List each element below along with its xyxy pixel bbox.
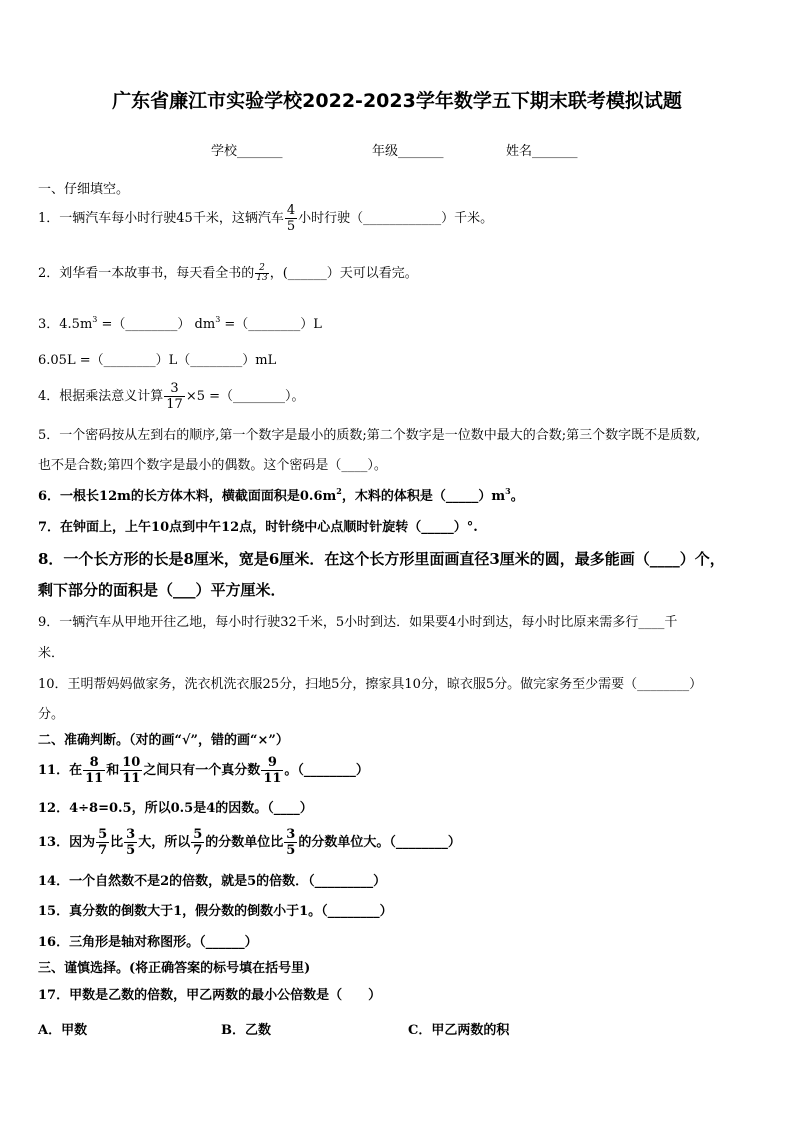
- question-5b: 也不是合数;第四个数字是最小的偶数。这个密码是（____）。: [38, 458, 387, 473]
- numerator: 8: [83, 755, 105, 771]
- question-1-text-b: 小时行驶（____________）千米。: [298, 211, 494, 226]
- denominator: 5: [286, 843, 296, 858]
- grade-field: 年级_______: [372, 144, 444, 159]
- fraction: [164, 381, 185, 412]
- question-9b: 米．: [38, 646, 65, 661]
- fraction: [285, 203, 297, 234]
- name-field: 姓名_______: [506, 144, 578, 159]
- question-9a: 9．一辆汽车从甲地开往乙地，每小时行驶32千米，5小时到达．如果要4小时到达，每小时比原来需多行____千: [38, 615, 678, 630]
- superscript: 3: [505, 486, 511, 496]
- question-2-text-a: 2．刘华看一本故事书，每天看全书的: [38, 266, 255, 281]
- question-13-text-a: 13．因为: [38, 835, 96, 850]
- numerator: 2: [255, 264, 268, 274]
- numerator: 9: [261, 755, 283, 771]
- question-11-text-a: 11．在: [38, 763, 83, 778]
- section-3-heading: 三、谨慎选择。(将正确答案的标号填在括号里): [38, 961, 311, 976]
- denominator: 11: [122, 771, 141, 786]
- question-5a: 5．一个密码按从左到右的顺序,第一个数字是最小的质数;第二个数字是一位数中最大的合数;第三个数字既不是质数,: [38, 428, 701, 443]
- question-1-text-a: 1．一辆汽车每小时行驶45千米，这辆汽车: [38, 211, 284, 226]
- question-11: [38, 755, 369, 786]
- numerator: 3: [126, 827, 136, 842]
- question-1: [38, 203, 493, 234]
- denominator: 17: [166, 397, 183, 412]
- question-3b: 6.05L =（________）L（________）mL: [38, 353, 277, 368]
- question-8a: 8．一个长方形的长是8厘米，宽是6厘米．在这个长方形里面画直径3厘米的圆，最多能画（____）个，: [38, 550, 725, 568]
- question-2-text-b: ，(______）天可以看完。: [269, 266, 418, 281]
- section-1-heading: 一、仔细填空。: [38, 182, 130, 197]
- question-3a: [38, 316, 322, 334]
- denominator: 7: [193, 843, 203, 858]
- fraction: [284, 827, 297, 858]
- numerator: 3: [286, 827, 296, 842]
- question-3-text-b: =（________） dm: [97, 317, 216, 332]
- numerator: 10: [122, 755, 141, 770]
- question-13-text-c: 大，所以: [138, 835, 191, 850]
- superscript: 3: [215, 315, 221, 324]
- numerator: 4: [286, 203, 296, 218]
- question-3-text-a: 3．4.5m: [38, 317, 93, 332]
- numerator: 3: [164, 381, 185, 397]
- question-4: [38, 381, 305, 412]
- question-11-text-d: 。（________）: [284, 763, 369, 778]
- numerator: 5: [193, 827, 203, 842]
- fraction: [261, 755, 283, 786]
- fraction: [255, 264, 268, 283]
- choice-a: A．甲数: [38, 1023, 88, 1038]
- question-7: 7．在钟面上，上午10点到中午12点，时针绕中心点顺时针旋转（_____）°.: [38, 520, 478, 535]
- question-11-text-b: 和: [106, 763, 120, 778]
- question-8b: 剩下部分的面积是（___）平方厘米．: [38, 581, 286, 599]
- question-14: 14．一个自然数不是2的倍数，就是5的倍数．（_________）: [38, 874, 387, 889]
- section-2-heading: 二、准确判断。（对的画“√”，错的画“×”）: [38, 733, 289, 748]
- denominator: 11: [263, 771, 282, 786]
- denominator: 5: [126, 843, 136, 858]
- question-6: [38, 488, 524, 506]
- denominator: 5: [286, 219, 296, 234]
- page-title: 广东省廉江市实验学校2022-2023学年数学五下期末联考模拟试题: [112, 90, 682, 112]
- school-field: 学校_______: [211, 144, 283, 159]
- question-13: [38, 827, 461, 858]
- question-12: 12．4÷8=0.5，所以0.5是4的因数。（____）: [38, 801, 313, 816]
- fraction: [124, 827, 137, 858]
- fraction: [120, 755, 142, 786]
- choice-c: C．甲乙两数的积: [408, 1023, 510, 1038]
- numerator: 5: [98, 827, 108, 842]
- superscript: 3: [92, 315, 98, 324]
- question-3-text-c: =（________）L: [220, 317, 322, 332]
- question-11-text-c: 之间只有一个真分数: [143, 763, 261, 778]
- question-10b: 分。: [38, 707, 65, 722]
- fraction: [83, 755, 105, 786]
- choice-b: B．乙数: [221, 1023, 271, 1038]
- denominator: 11: [85, 771, 104, 786]
- question-15: 15．真分数的倒数大于1，假分数的倒数小于1。（________）: [38, 904, 393, 919]
- superscript: 2: [336, 486, 342, 496]
- question-17: 17．甲数是乙数的倍数，甲乙两数的最小公倍数是（ ）: [38, 988, 382, 1003]
- denominator: 7: [98, 843, 108, 858]
- question-2: [38, 264, 418, 283]
- question-6-text-b: ，木料的体积是（_____）m: [341, 489, 506, 504]
- fraction: [191, 827, 204, 858]
- question-13-text-b: 比: [110, 835, 124, 850]
- question-4-text-a: 4．根据乘法意义计算: [38, 389, 164, 404]
- question-6-text-a: 6．一根长12m的长方体木料，横截面面积是0.6m: [38, 489, 337, 504]
- question-6-text-c: 。: [510, 489, 524, 504]
- question-13-text-e: 的分数单位大。（________）: [298, 835, 461, 850]
- fraction: [96, 827, 109, 858]
- question-16: 16．三角形是轴对称图形。（______）: [38, 935, 258, 950]
- denominator: 13: [256, 273, 268, 283]
- question-4-text-b: ×5 =（________）。: [185, 389, 305, 404]
- question-13-text-d: 的分数单位比: [205, 835, 284, 850]
- question-10a: 10．王明帮妈妈做家务，洗衣机洗衣服25分，扫地5分，擦家具10分，晾衣服5分。做完家务至少需要（________）: [38, 677, 703, 692]
